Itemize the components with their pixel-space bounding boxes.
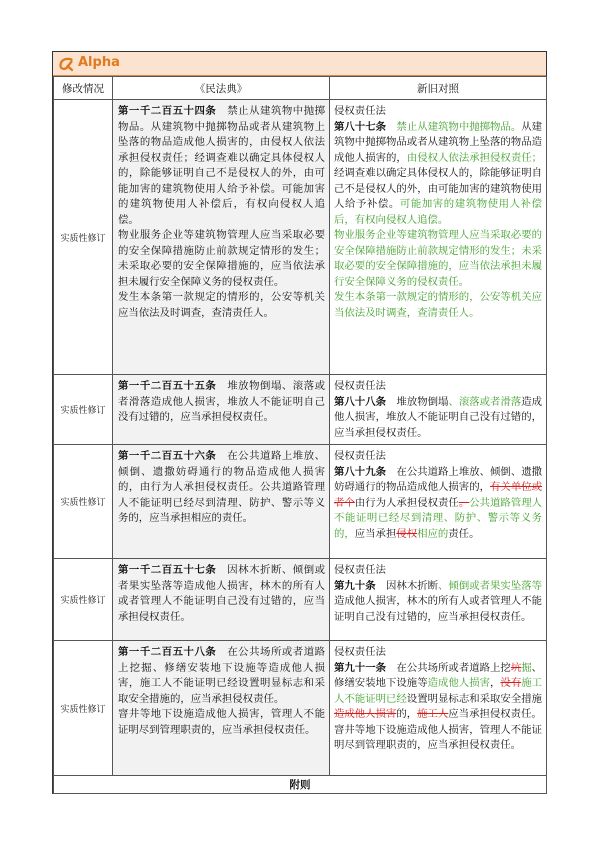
unchanged-text: 的，	[396, 708, 418, 720]
deleted-text: 坑	[510, 661, 522, 674]
comparison-cell	[330, 445, 547, 559]
unchanged-text: 窨井等地下设施造成他人损害，管理人不能证明尽到管理职责的，应当承担侵权责任。	[334, 723, 542, 751]
added-text: 、倾倒或者果实坠落等	[438, 579, 543, 592]
unchanged-text: 责任。	[448, 527, 480, 540]
row-category: 实质性修订	[54, 445, 113, 559]
added-text: 相应的	[417, 527, 449, 540]
new-article-number: 第八十七条	[334, 120, 387, 133]
civil-code-cell	[113, 100, 330, 375]
added-text: 施工人不能证明已经	[334, 677, 543, 705]
civil-code-cell	[113, 559, 330, 641]
added-text: 造成他人损害	[427, 677, 491, 689]
table-header-row	[54, 77, 547, 100]
header-comparison: 新旧对照	[330, 77, 547, 100]
law-name: 侵权责任法	[334, 105, 386, 117]
unchanged-text: 在公共场所或者道路上挖	[396, 661, 511, 674]
added-text: 可能加害的建筑物使用人补偿后，有权向侵权人追偿。	[334, 198, 543, 226]
table-row	[54, 100, 547, 375]
footer-row	[54, 776, 547, 794]
law-name: 侵权责任法	[334, 380, 386, 392]
unchanged-text: ，	[490, 677, 501, 689]
civil-article-text: 禁止从建筑物中抛掷物品。从建筑物中抛掷物品或者从建筑物上坠落的物品造成他人损害的，由侵权人依法承担侵权责任；经调查难以确定具体侵权人的，除能够证明自己不是侵权人的外，由可能加害的建筑物使用人给予补偿。可能加害的建筑物使用人补偿后，有权向侵权人追偿。	[118, 105, 326, 226]
comparison-table	[53, 76, 547, 794]
unchanged-text: 堆放物倒塌	[396, 395, 449, 408]
comparison-cell	[330, 559, 547, 641]
brand-bar	[53, 52, 546, 76]
civil-article-number: 第一千二百五十八条	[118, 646, 217, 658]
row-category: 实质性修订	[54, 100, 113, 375]
header-category: 修改情况	[54, 77, 113, 100]
added-text: 发生本条第一款规定的情形的，公安等机关应当依法及时调查，查清责任人。	[334, 291, 542, 319]
unchanged-text: 从建筑物中抛掷物品或者从建筑物上坠落的物品造成他人损害的，	[334, 120, 543, 164]
deleted-text: 造成他人损害	[334, 708, 397, 720]
added-text: 掘	[521, 661, 532, 674]
law-name: 侵权责任法	[334, 564, 386, 576]
unchanged-text: 经调查难以确定具体侵权人的，除能够证明自己不是侵权人的外，由可能加害的建筑物使用人给予补偿。	[334, 167, 542, 210]
deleted-text: 有关单位或者个	[334, 481, 543, 509]
row-category: 实质性修订	[54, 641, 113, 776]
civil-article-number: 第一千二百五十五条	[118, 380, 217, 392]
section-footer-label: 附则	[54, 776, 547, 794]
deleted-text: 施工人	[417, 708, 449, 720]
civil-article-number: 第一千二百五十四条	[118, 105, 217, 117]
civil-code-cell	[113, 641, 330, 776]
deleted-text: 。	[458, 496, 470, 509]
unchanged-text: 由行为人承担侵权责任	[354, 496, 459, 509]
unchanged-text: 设置明显标志和采取安全措施	[406, 692, 543, 705]
law-name: 侵权责任法	[334, 450, 386, 462]
new-article-number: 第九十一条	[334, 661, 387, 674]
unchanged-text: 因林木折断	[386, 579, 439, 592]
added-text: 由侵权人依法承担侵权责任；	[406, 151, 543, 164]
table-row	[54, 375, 547, 445]
civil-article-text: 物业服务企业等建筑物管理人应当采取必要的安全保障措施防止前款规定情形的发生；未采取必要的安全保障措施的，应当依法承担未履行安全保障义务的侵权责任。	[118, 229, 325, 288]
unchanged-text: 造成他人损害，林木的所有人或者管理人不能证明自己没有过错的，应当承担侵权责任。	[334, 595, 542, 623]
alpha-logo-icon	[58, 56, 74, 72]
brand-name: Alpha	[78, 55, 120, 70]
civil-article-text: 发生本条第一款规定的情形的，公安等机关应当依法及时调查，查清责任人。	[118, 291, 325, 319]
comparison-cell	[330, 375, 547, 445]
deleted-text: 侵权	[396, 527, 418, 540]
unchanged-text: 、修缮安装地下设施等	[334, 661, 543, 689]
civil-article-number: 第一千二百五十六条	[118, 450, 217, 462]
row-category: 实质性修订	[54, 375, 113, 445]
new-article-number: 第九十条	[334, 579, 376, 592]
added-text: 禁止从建筑物中抛掷物品。	[396, 120, 522, 133]
table-row	[54, 641, 547, 776]
document-frame	[52, 51, 547, 794]
header-civil-code: 《民法典》	[113, 77, 330, 100]
deleted-text: 没有	[500, 677, 522, 689]
civil-article-text: 在公共场所或者道路上挖掘、修缮安装地下设施等造成他人损害，施工人不能证明已经设置明显标志和采取安全措施的，应当承担侵权责任。	[118, 646, 326, 705]
comparison-cell	[330, 641, 547, 776]
new-article-number: 第八十八条	[334, 395, 387, 408]
civil-article-text: 堆放物倒塌、滚落或者滑落造成他人损害，堆放人不能证明自己没有过错的，应当承担侵权责任。	[118, 380, 326, 423]
civil-article-text: 因林木折断、倾倒或者果实坠落等造成他人损害，林木的所有人或者管理人不能证明自己没有过错的，应当承担侵权责任。	[118, 564, 326, 623]
unchanged-text: 造成他人损害，堆放人不能证明自己没有过错的，应当承担侵权责任。	[334, 395, 543, 439]
row-category: 实质性修订	[54, 559, 113, 641]
comparison-cell	[330, 100, 547, 375]
law-name: 侵权责任法	[334, 646, 386, 658]
added-text: 、滚落或者滑落	[448, 395, 522, 408]
civil-article-text: 窨井等地下设施造成他人损害，管理人不能证明尽到管理职责的，应当承担侵权责任。	[118, 708, 325, 736]
unchanged-text: 应当承担侵权责任。	[448, 708, 542, 720]
civil-article-text: 在公共道路上堆放、倾倒、遗撒妨碍通行的物品造成他人损害的，由行为人承担侵权责任。公共道路管理人不能证明已经尽到清理、防护、警示等义务的，应当承担相应的责任。	[118, 450, 326, 524]
new-article-number: 第八十九条	[334, 465, 387, 478]
added-text: 公共道路管理人不能证明已经尽到清理、防护、警示等义务的，	[334, 496, 543, 540]
civil-article-number: 第一千二百五十七条	[118, 564, 217, 576]
unchanged-text: 应当承担	[354, 527, 397, 540]
table-row	[54, 559, 547, 641]
civil-code-cell	[113, 375, 330, 445]
unchanged-text: 在公共道路上堆放、倾倒、遗撒妨碍通行的物品造成他人损害的，	[334, 465, 543, 493]
civil-code-cell	[113, 445, 330, 559]
table-row	[54, 445, 547, 559]
added-text: 物业服务企业等建筑物管理人应当采取必要的安全保障措施防止前款规定情形的发生；未采取必要的安全保障措施的，应当依法承担未履行安全保障义务的侵权责任。	[334, 229, 542, 288]
